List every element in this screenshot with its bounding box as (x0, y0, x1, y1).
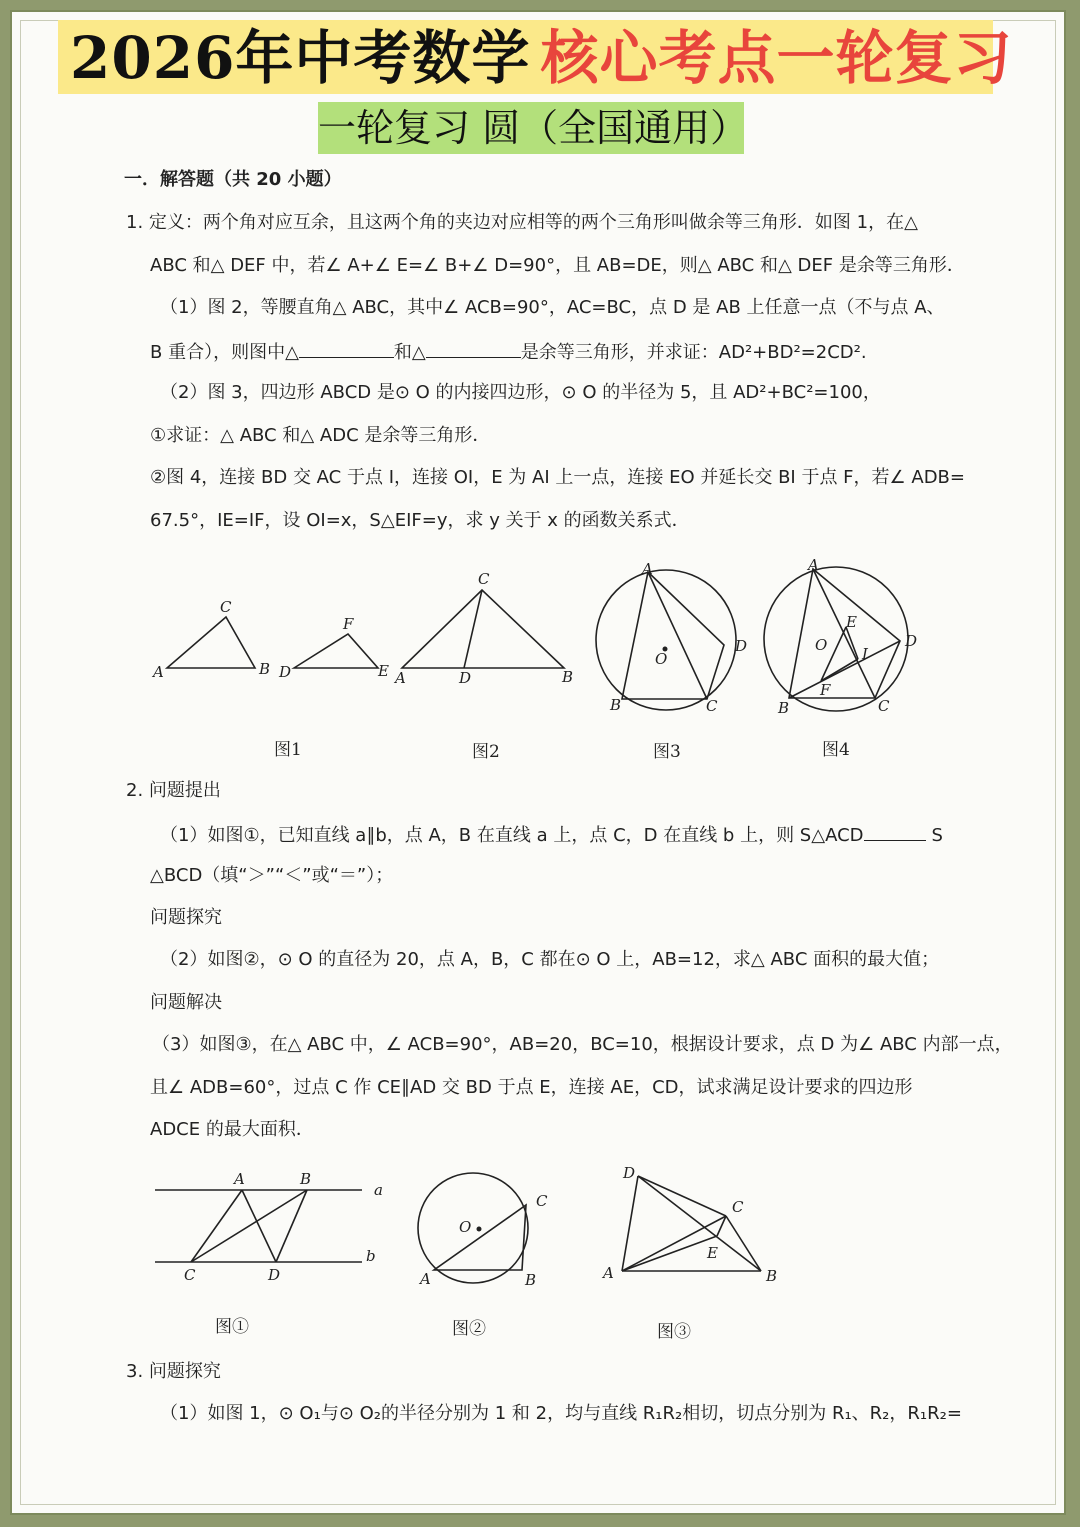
q1-line4a: B 重合），则图中△ (150, 342, 299, 363)
q1-line8: 67.5°，IE=IF，设 OI=x，S△EIF=y，求 y 关于 x 的函数关系式． (150, 510, 690, 531)
caption-fig-1: 图① (215, 1317, 249, 1337)
figure-2 (276, 612, 396, 682)
figure-circle-abc (410, 1165, 560, 1290)
caption-fig1: 图1 (274, 740, 302, 760)
label-E: E (378, 662, 389, 680)
q3-line1: 3. 问题探究 (126, 1361, 221, 1382)
label-O: O (815, 636, 828, 654)
label-b: b (366, 1247, 376, 1265)
label-A: A (642, 560, 653, 578)
q2-line4: 问题探究 (150, 907, 222, 928)
label-C: C (220, 598, 232, 616)
label-C: C (878, 697, 890, 715)
label-D: D (905, 632, 918, 650)
q2-line7: （3）如图③，在△ ABC 中，∠ ACB=90°，AB=20，BC=10，根据设计要求，点 D 为∠ ABC 内部一点， (152, 1034, 1013, 1055)
q1-line4 (150, 339, 867, 365)
label-F: F (343, 615, 354, 633)
section-heading: 一．解答题（共 20 小题） (124, 169, 342, 190)
figure-quadrilateral (596, 1158, 796, 1288)
label-C: C (732, 1198, 744, 1216)
q1-line4c: 是余等三角形，并求证：AD²+BD²=2CD². (520, 342, 867, 363)
label-B: B (562, 668, 574, 686)
label-B: B (259, 660, 271, 678)
q2-line2b: S (931, 825, 943, 846)
label-E: E (707, 1244, 718, 1262)
q2-line2 (160, 822, 943, 848)
figure-1 (150, 595, 280, 685)
q2-line6: 问题解决 (150, 992, 222, 1013)
q1-line4b: 和△ (393, 342, 426, 363)
figure-4-circle (758, 555, 928, 720)
caption-fig3: 图3 (653, 742, 681, 762)
label-D: D (623, 1164, 636, 1182)
label-A: A (808, 556, 819, 574)
figure-parallel-lines (150, 1165, 400, 1285)
label-I: I (862, 645, 868, 663)
page-subtitle: 一轮复习 圆（全国通用） (318, 106, 749, 150)
label-A: A (234, 1170, 245, 1188)
q1-line1: 1. 定义：两个角对应互余，且这两个角的夹边对应相等的两个三角形叫做余等三角形．如图 1，在△ (126, 212, 918, 233)
label-B: B (778, 699, 790, 717)
q1-line6: ①求证：△ ABC 和△ ADC 是余等三角形． (150, 425, 491, 446)
label-B: B (766, 1267, 778, 1285)
page-title (70, 22, 1012, 94)
q1-line3: （1）图 2，等腰直角△ ABC，其中∠ ACB=90°，AC=BC，点 D 是 AB 上任意一点（不与点 A、 (160, 297, 945, 318)
title-black: 2026年中考数学 (70, 24, 531, 92)
q1-line2: ABC 和△ DEF 中，若∠ A+∠ E=∠ B+∠ D=90°，且 AB=DE，则△ ABC 和△ DEF 是余等三角形． (150, 255, 965, 276)
caption-fig2: 图2 (472, 742, 500, 762)
label-O: O (655, 650, 668, 668)
title-red: 核心考点一轮复习 (540, 24, 1013, 92)
q2-line3: △BCD（填“＞”“＜”或“＝”）； (150, 865, 394, 886)
q2-line9: ADCE 的最大面积． (150, 1119, 314, 1140)
answer-blank-2[interactable] (426, 339, 521, 358)
q1-line5: （2）图 3，四边形 ABCD 是⊙ O 的内接四边形，⊙ O 的半径为 5，且 AD²+BC²=100， (160, 382, 881, 403)
label-C: C (536, 1192, 548, 1210)
label-C: C (478, 570, 490, 588)
label-B: B (610, 696, 622, 714)
caption-fig-3: 图③ (657, 1322, 691, 1342)
label-B: B (300, 1170, 312, 1188)
label-A: A (420, 1270, 431, 1288)
label-C: C (706, 697, 718, 715)
caption-fig4: 图4 (822, 740, 850, 760)
figure-3-circle (590, 560, 760, 720)
caption-fig-2: 图② (452, 1319, 486, 1339)
label-D: D (268, 1266, 281, 1284)
label-A: A (603, 1264, 614, 1282)
label-A: A (395, 669, 406, 687)
label-O: O (459, 1218, 472, 1236)
q3-line2: （1）如图 1，⊙ O₁与⊙ O₂的半径分别为 1 和 2，均与直线 R₁R₂相切，切点分别为 R₁、R₂，R₁R₂= (160, 1403, 962, 1424)
label-D: D (459, 669, 472, 687)
label-A: A (153, 663, 164, 681)
figure-3-triangle (392, 568, 582, 688)
q2-line5: （2）如图②，⊙ O 的直径为 20，点 A，B，C 都在⊙ O 上，AB=12，求△ ABC 面积的最大值； (160, 949, 940, 970)
q2-line1: 2. 问题提出 (126, 780, 221, 801)
label-E: E (846, 613, 857, 631)
label-a: a (374, 1181, 383, 1199)
q1-line7: ②图 4，连接 BD 交 AC 于点 I，连接 OI，E 为 AI 上一点，连接 EO 并延长交 BI 于点 F，若∠ ADB= (150, 467, 965, 488)
q2-line8: 且∠ ADB=60°，过点 C 作 CE∥AD 交 BD 于点 E，连接 AE，CD，试求满足设计要求的四边形 (150, 1077, 913, 1098)
label-B: B (525, 1271, 537, 1289)
label-C: C (184, 1266, 196, 1284)
q2-line2a: （1）如图①，已知直线 a∥b，点 A，B 在直线 a 上，点 C，D 在直线 b 上，则 S△ACD (160, 825, 864, 846)
label-D: D (279, 663, 292, 681)
answer-blank-1[interactable] (299, 339, 394, 358)
label-D: D (735, 637, 748, 655)
label-F: F (820, 681, 831, 699)
answer-blank-3[interactable] (864, 822, 926, 841)
